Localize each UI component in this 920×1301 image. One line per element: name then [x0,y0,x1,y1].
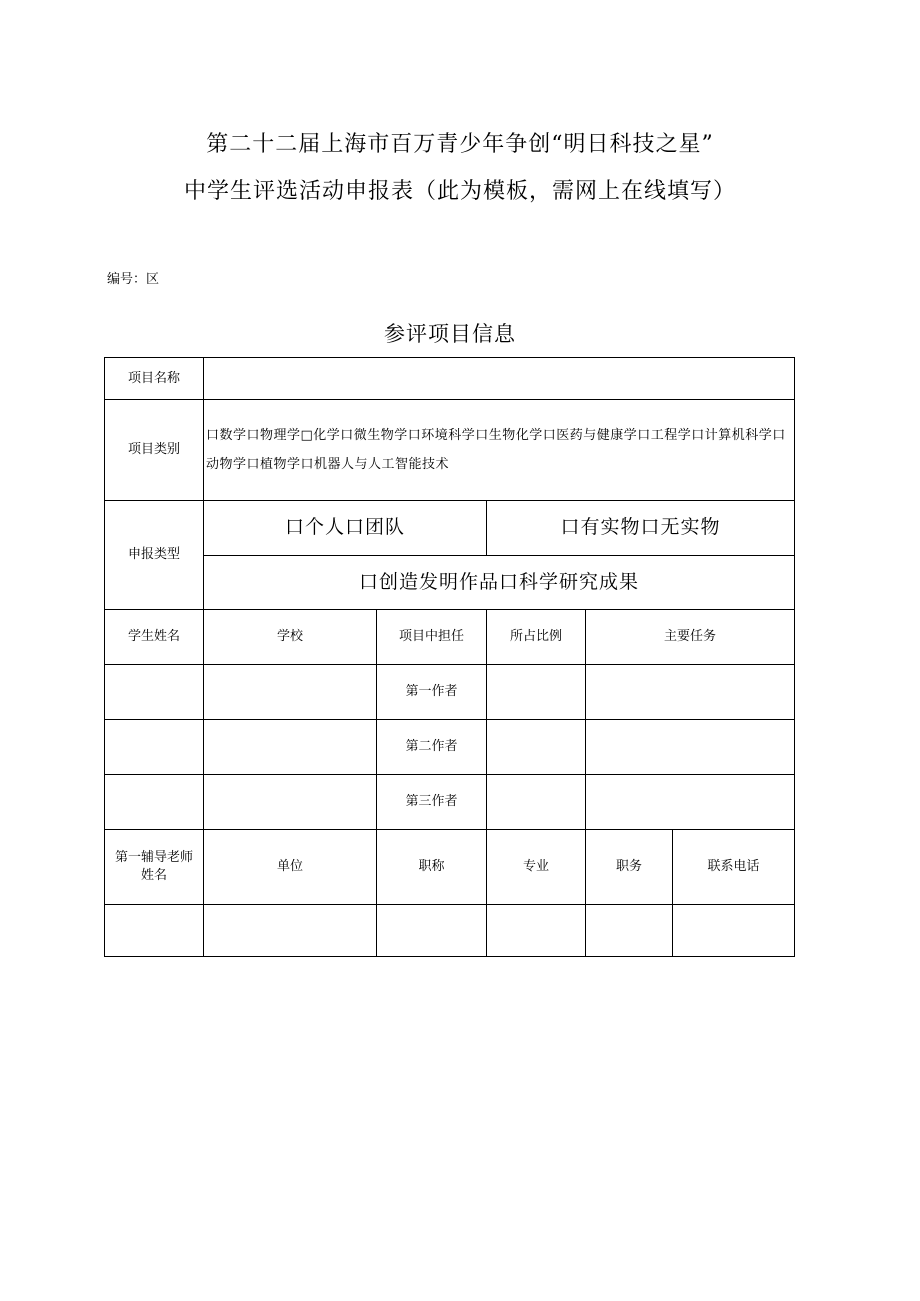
author2-task-input[interactable] [586,720,794,775]
apply-type-label: 申报类型 [105,501,204,610]
project-name-label: 项目名称 [105,358,204,400]
teacher-name-input[interactable] [105,905,204,956]
page-title-line2: 中学生评选活动申报表（此为模板，需网上在线填写） [183,179,736,204]
serial-number-label: 编号：区 [107,272,160,287]
teacher-title-input[interactable] [377,905,487,956]
header-teacher-name: 第一辅导老师姓名 [105,830,204,905]
apply-type-work[interactable]: 口创造发明作品口科学研究成果 [204,556,794,610]
author1-school-input[interactable] [204,665,377,720]
author1-share-input[interactable] [487,665,586,720]
header-role: 项目中担任 [377,610,487,665]
header-student-name: 学生姓名 [105,610,204,665]
author1-name-input[interactable] [105,665,204,720]
author2-role: 第二作者 [377,720,487,775]
teacher-unit-input[interactable] [204,905,377,956]
page-title-line1: 第二十二届上海市百万青少年争创“明日科技之星” [206,132,714,157]
apply-type-individual-team[interactable]: 口个人口团队 [204,501,487,556]
author2-name-input[interactable] [105,720,204,775]
section-title: 参评项目信息 [384,322,516,346]
author2-school-input[interactable] [204,720,377,775]
header-teacher-title: 职称 [377,830,487,905]
teacher-position-input[interactable] [586,905,673,956]
teacher-phone-input[interactable] [673,905,794,956]
author3-share-input[interactable] [487,775,586,830]
header-share: 所占比例 [487,610,586,665]
header-teacher-phone: 联系电话 [673,830,794,905]
project-category-label: 项目类别 [105,400,204,501]
header-main-task: 主要任务 [586,610,794,665]
author3-role: 第三作者 [377,775,487,830]
project-name-input[interactable] [204,358,794,400]
author3-task-input[interactable] [586,775,794,830]
header-school: 学校 [204,610,377,665]
author1-task-input[interactable] [586,665,794,720]
author2-share-input[interactable] [487,720,586,775]
author3-name-input[interactable] [105,775,204,830]
project-category-options[interactable]: 口数学口物理学□化学口微生物学口环境科学口生物化学口医药与健康学口工程学口计算机科学口动物学口植物学口机器人与人工智能技术 [204,400,794,501]
teacher-major-input[interactable] [487,905,586,956]
author1-role: 第一作者 [377,665,487,720]
apply-type-physical[interactable]: 口有实物口无实物 [487,501,794,556]
application-form-table [104,357,795,957]
header-teacher-major: 专业 [487,830,586,905]
header-teacher-position: 职务 [586,830,673,905]
header-teacher-unit: 单位 [204,830,377,905]
author3-school-input[interactable] [204,775,377,830]
